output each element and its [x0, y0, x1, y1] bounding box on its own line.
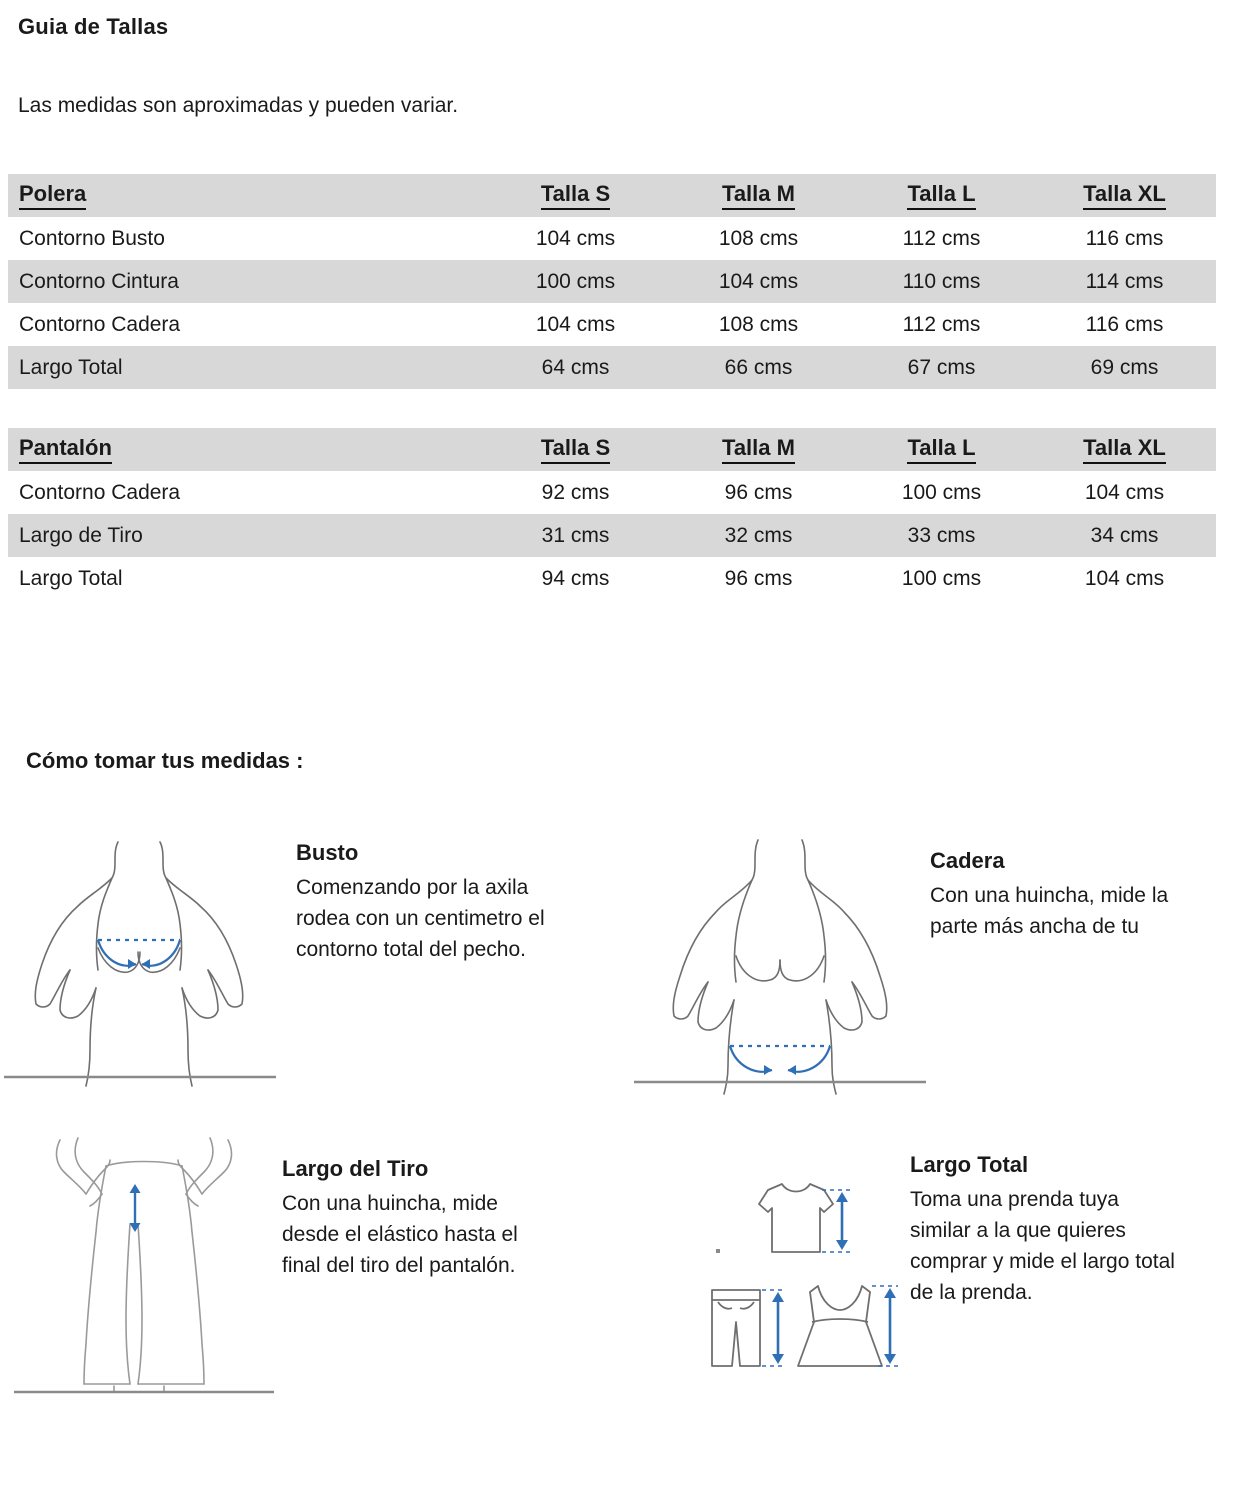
cell-talla-m: 32 cms — [724, 523, 793, 547]
table-row — [8, 346, 1216, 389]
female-legs-rise-icon — [14, 1108, 274, 1403]
measure-line: Con una huincha, mide la — [930, 884, 1169, 907]
cell-talla-xl: 116 cms — [1085, 312, 1164, 336]
cell-talla-m: 108 cms — [718, 312, 799, 336]
garments-length-icon — [690, 1170, 920, 1395]
table-body-pantalon — [8, 471, 1216, 600]
measure-body-busto — [296, 872, 545, 965]
row-label: Contorno Cadera — [19, 312, 181, 336]
female-torso-bust-icon — [0, 828, 280, 1093]
measure-line: de la prenda. — [910, 1281, 1033, 1305]
cell-talla-m: 104 cms — [718, 269, 799, 293]
column-header-talla-m: Talla M — [667, 174, 850, 217]
cell-talla-l: 100 cms — [901, 566, 982, 590]
column-header-talla-m: Talla M — [667, 428, 850, 471]
table-row — [8, 217, 1216, 260]
cell-talla-xl: 104 cms — [1084, 566, 1165, 590]
measure-line: Toma una prenda tuya — [910, 1188, 1119, 1211]
measure-line: final del tiro del pantalón. — [282, 1254, 516, 1278]
measure-line: similar a la que quieres — [910, 1219, 1126, 1243]
column-header-talla-xl: Talla XL — [1033, 174, 1216, 217]
row-label: Contorno Cadera — [19, 480, 181, 504]
measure-line: Comenzando por la axila — [296, 876, 529, 899]
cell-talla-l: 112 cms — [902, 312, 981, 336]
measure-body-tiro — [282, 1188, 518, 1281]
cell-talla-s: 64 cms — [541, 355, 610, 379]
measure-line: desde el elástico hasta el — [282, 1223, 518, 1247]
measure-line: rodea con un centimetro el — [296, 907, 545, 931]
table-body-polera — [8, 217, 1216, 389]
cell-talla-l: 33 cms — [907, 523, 976, 547]
cell-talla-m: 96 cms — [724, 480, 793, 504]
cell-talla-s: 100 cms — [535, 269, 616, 293]
measure-title-tiro: Largo del Tiro — [282, 1156, 429, 1181]
table-row — [8, 557, 1216, 600]
table-row — [8, 260, 1216, 303]
table-row — [8, 303, 1216, 346]
measure-title-total: Largo Total — [910, 1152, 1029, 1177]
measure-line: comprar y mide el largo total — [910, 1250, 1175, 1274]
column-header-talla-l: Talla L — [850, 174, 1033, 217]
cell-talla-m: 108 cms — [718, 226, 799, 250]
table-header-pantalon — [8, 428, 1216, 471]
cell-talla-l: 100 cms — [901, 480, 982, 504]
measure-text-cadera — [930, 848, 1168, 942]
measure-title-cadera: Cadera — [930, 848, 1005, 873]
column-header-talla-s: Talla S — [484, 428, 667, 471]
cell-talla-xl: 34 cms — [1090, 523, 1159, 547]
table-row — [8, 514, 1216, 557]
measure-text-total — [910, 1152, 1175, 1308]
measure-text-busto — [296, 840, 545, 965]
cell-talla-xl: 104 cms — [1084, 480, 1165, 504]
row-label: Contorno Cintura — [19, 269, 179, 293]
column-header-talla-l: Talla L — [850, 428, 1033, 471]
row-label: Contorno Busto — [19, 226, 165, 250]
measure-text-tiro — [282, 1156, 518, 1281]
column-header-talla-s: Talla S — [484, 174, 667, 217]
cell-talla-s: 92 cms — [541, 480, 610, 504]
cell-talla-s: 104 cms — [535, 226, 616, 250]
size-table-polera — [8, 174, 1216, 389]
cell-talla-l: 110 cms — [902, 269, 981, 293]
cell-talla-l: 67 cms — [907, 355, 976, 379]
female-torso-hip-icon — [630, 828, 930, 1103]
table-header-row — [8, 428, 1216, 471]
measure-line: contorno total del pecho. — [296, 938, 526, 962]
cell-talla-m: 66 cms — [724, 355, 793, 379]
table-row — [8, 471, 1216, 514]
cell-talla-s: 104 cms — [535, 312, 616, 336]
cell-talla-s: 31 cms — [541, 523, 610, 547]
measure-title-busto: Busto — [296, 840, 359, 865]
size-table-pantalon — [8, 428, 1216, 600]
cell-talla-xl: 114 cms — [1085, 269, 1164, 293]
row-label: Largo Total — [19, 566, 123, 590]
cell-talla-xl: 116 cms — [1085, 226, 1164, 250]
cell-talla-s: 94 cms — [541, 566, 610, 590]
cell-talla-m: 96 cms — [724, 566, 793, 590]
measure-body-cadera — [930, 880, 1168, 942]
row-label: Largo Total — [19, 355, 123, 379]
table-header-polera — [8, 174, 1216, 217]
table-header-row — [8, 174, 1216, 217]
column-header-garment: Polera — [8, 174, 484, 217]
measure-line: parte más ancha de tu — [930, 915, 1139, 939]
row-label: Largo de Tiro — [19, 523, 143, 547]
column-header-garment: Pantalón — [8, 428, 484, 471]
measure-line: Con una huincha, mide — [282, 1192, 498, 1215]
section-title-how-to-measure: Cómo tomar tus medidas : — [26, 748, 304, 773]
cell-talla-l: 112 cms — [902, 226, 981, 250]
measure-body-total — [910, 1184, 1175, 1308]
page-subtitle: Las medidas son aproximadas y pueden variar. — [18, 94, 459, 117]
page-title: Guia de Tallas — [18, 14, 169, 39]
scan-artifact-dot — [716, 1249, 720, 1253]
column-header-talla-xl: Talla XL — [1033, 428, 1216, 471]
cell-talla-xl: 69 cms — [1090, 355, 1159, 379]
